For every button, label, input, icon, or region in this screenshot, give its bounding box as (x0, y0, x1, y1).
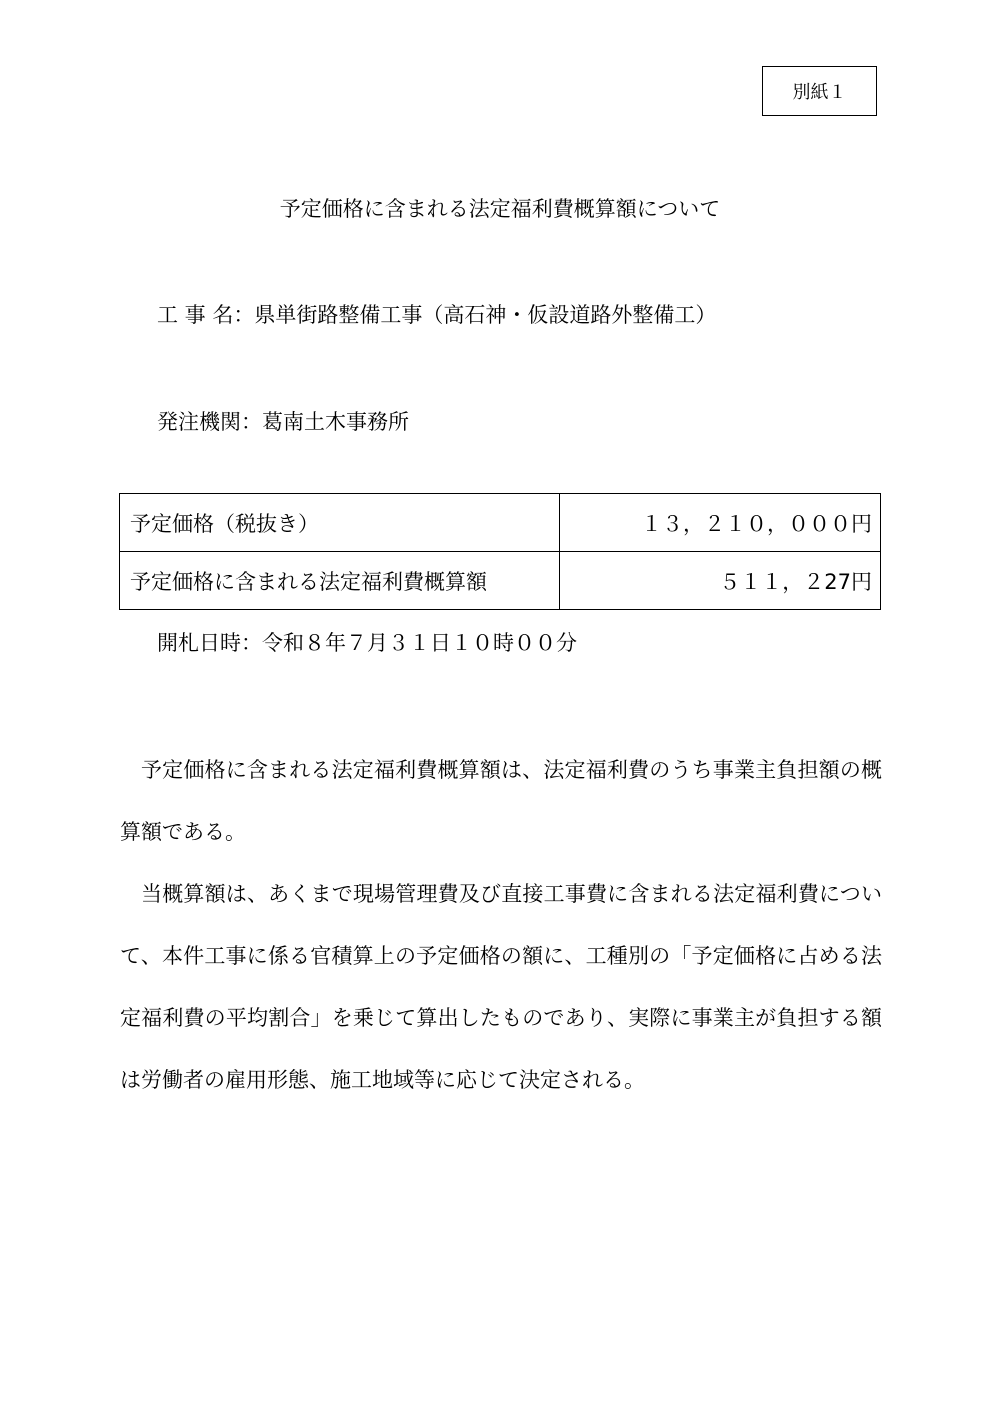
ordering-agency-row (157, 407, 409, 437)
table-cell-item: 予定価格に含まれる法定福利費概算額 (120, 552, 560, 610)
table-cell-amount: １３，２１０，０００円 (560, 494, 881, 552)
explanation-text (120, 739, 882, 1111)
ordering-agency-value: 葛南土木事務所 (262, 410, 409, 434)
document-title: 予定価格に含まれる法定福利費概算額について (279, 197, 721, 221)
table-row (120, 552, 881, 610)
project-name-label: 工 事 名 (157, 303, 234, 327)
paragraph: 予定価格に含まれる法定福利費概算額は、法定福利費のうち事業主負担額の概算額である。 (120, 758, 882, 844)
project-name-value: 県単街路整備工事（高石神・仮設道路外整備工） (254, 303, 717, 327)
table-row (120, 494, 881, 552)
table-cell-item: 予定価格（税抜き） (120, 494, 560, 552)
bid-opening-label: 開札日時 (157, 631, 241, 655)
paragraph: 当概算額は、あくまで現場管理費及び直接工事費に含まれる法定福利費について、本件工事に係る官積算上の予定価格の額に、工種別の「予定価格に占める法定福利費の平均割合」を乗じて算出したものであり、実際に事業主が負担する額は労働者の雇用形態、施工地域等に応じて決定される。 (120, 882, 882, 1092)
table-cell-amount: ５１１，２27円 (560, 552, 881, 610)
bid-opening-value: 令和８年７月３１日１０時００分 (262, 631, 577, 655)
ordering-agency-label: 発注機関 (157, 410, 241, 434)
bid-opening-colon: ： (241, 631, 262, 655)
ordering-agency-colon: ： (241, 410, 262, 434)
price-table (119, 493, 881, 610)
bid-opening-row (157, 628, 577, 658)
attachment-label: 別紙１ (762, 66, 877, 116)
project-name-row (157, 300, 716, 330)
project-name-colon: ： (233, 303, 255, 327)
